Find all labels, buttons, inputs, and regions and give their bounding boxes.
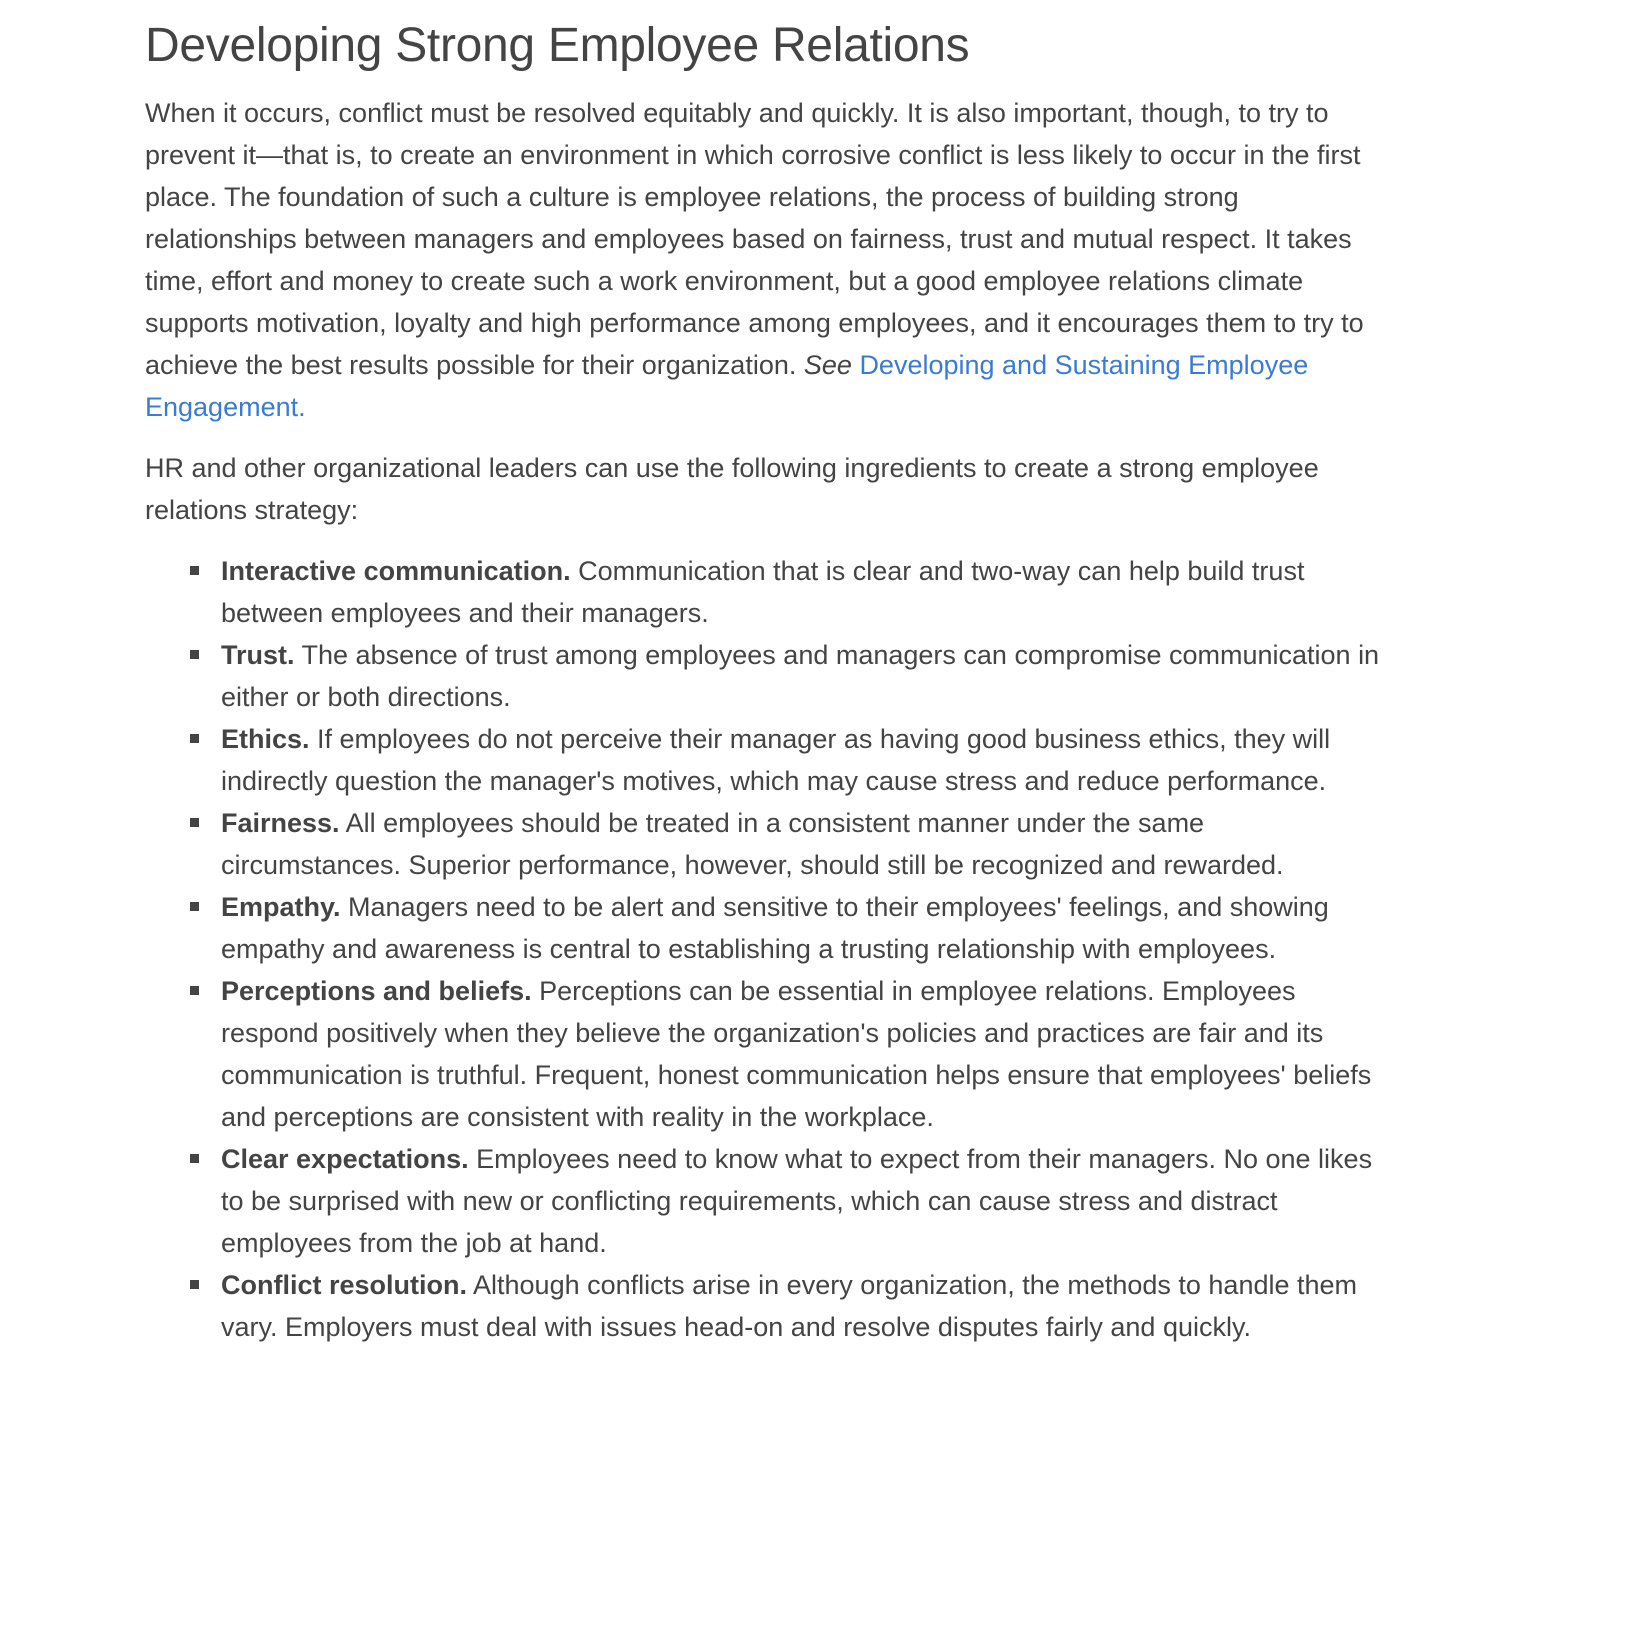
list-item: [221, 802, 1390, 886]
page-title: Developing Strong Employee Relations: [145, 19, 970, 72]
item-text: Managers need to be alert and sensitive to their employees' feelings, and showing empathy and awareness is central to establishing a trusting relationship with employees.: [221, 892, 1329, 964]
list-item: [221, 1138, 1390, 1264]
see-label: See: [803, 350, 852, 380]
square-bullet-icon: [190, 1154, 199, 1163]
item-text: Perceptions can be essential in employee relations. Employees respond positively when they believe the organization's policies and practices are fair and its communication is truthful. Frequent, honest communication helps ensure that employees' beliefs and perceptions are consistent with reality in the workplace.: [221, 976, 1372, 1132]
item-term: Perceptions and beliefs.: [221, 976, 532, 1006]
square-bullet-icon: [190, 1280, 199, 1289]
list-item: [221, 970, 1390, 1138]
item-term: Clear expectations.: [221, 1144, 469, 1174]
list-item: [221, 718, 1390, 802]
intro-paragraph: [145, 92, 1390, 428]
square-bullet-icon: [190, 566, 199, 575]
item-term: Trust.: [221, 640, 295, 670]
item-text: Communication that is clear and two-way can help build trust between employees and their managers.: [221, 556, 1305, 628]
square-bullet-icon: [190, 818, 199, 827]
ingredients-list: [145, 550, 1390, 1348]
list-item: [221, 886, 1390, 970]
item-term: Interactive communication.: [221, 556, 571, 586]
square-bullet-icon: [190, 734, 199, 743]
item-text: All employees should be treated in a consistent manner under the same circumstances. Superior performance, however, should still be recognized and rewarded.: [221, 808, 1284, 880]
square-bullet-icon: [190, 650, 199, 659]
item-term: Ethics.: [221, 724, 310, 754]
item-text: If employees do not perceive their manager as having good business ethics, they will indirectly question the manager's motives, which may cause stress and reduce performance.: [221, 724, 1331, 796]
article: [145, 14, 1390, 1348]
item-text: Although conflicts arise in every organization, the methods to handle them vary. Employers must deal with issues head-on and resolve disputes fairly and quickly.: [221, 1270, 1358, 1342]
intro-text: When it occurs, conflict must be resolved equitably and quickly. It is also important, though, to try to prevent it—that is, to create an environment in which corrosive conflict is less likely to occur in the first place. The foundation of such a culture is employee relations, the process of building strong relationships between managers and employees based on fairness, trust and mutual respect. It takes time, effort and money to create such a work environment, but a good employee relations climate supports motivation, loyalty and high performance among employees, and it encourages them to try to achieve the best results possible for their organization.: [145, 98, 1364, 380]
engagement-link[interactable]: Developing and Sustaining Employee Engagement.: [145, 350, 1309, 422]
square-bullet-icon: [190, 902, 199, 911]
list-item: [221, 634, 1390, 718]
item-text: The absence of trust among employees and managers can compromise communication in either or both directions.: [221, 640, 1380, 712]
list-item: [221, 1264, 1390, 1348]
square-bullet-icon: [190, 986, 199, 995]
lead-paragraph: HR and other organizational leaders can use the following ingredients to create a strong employee relations strategy:: [145, 453, 1319, 525]
item-term: Conflict resolution.: [221, 1270, 467, 1300]
item-term: Empathy.: [221, 892, 341, 922]
list-item: [221, 550, 1390, 634]
item-text: Employees need to know what to expect from their managers. No one likes to be surprised with new or conflicting requirements, which can cause stress and distract employees from the job at hand.: [221, 1144, 1373, 1258]
item-term: Fairness.: [221, 808, 340, 838]
